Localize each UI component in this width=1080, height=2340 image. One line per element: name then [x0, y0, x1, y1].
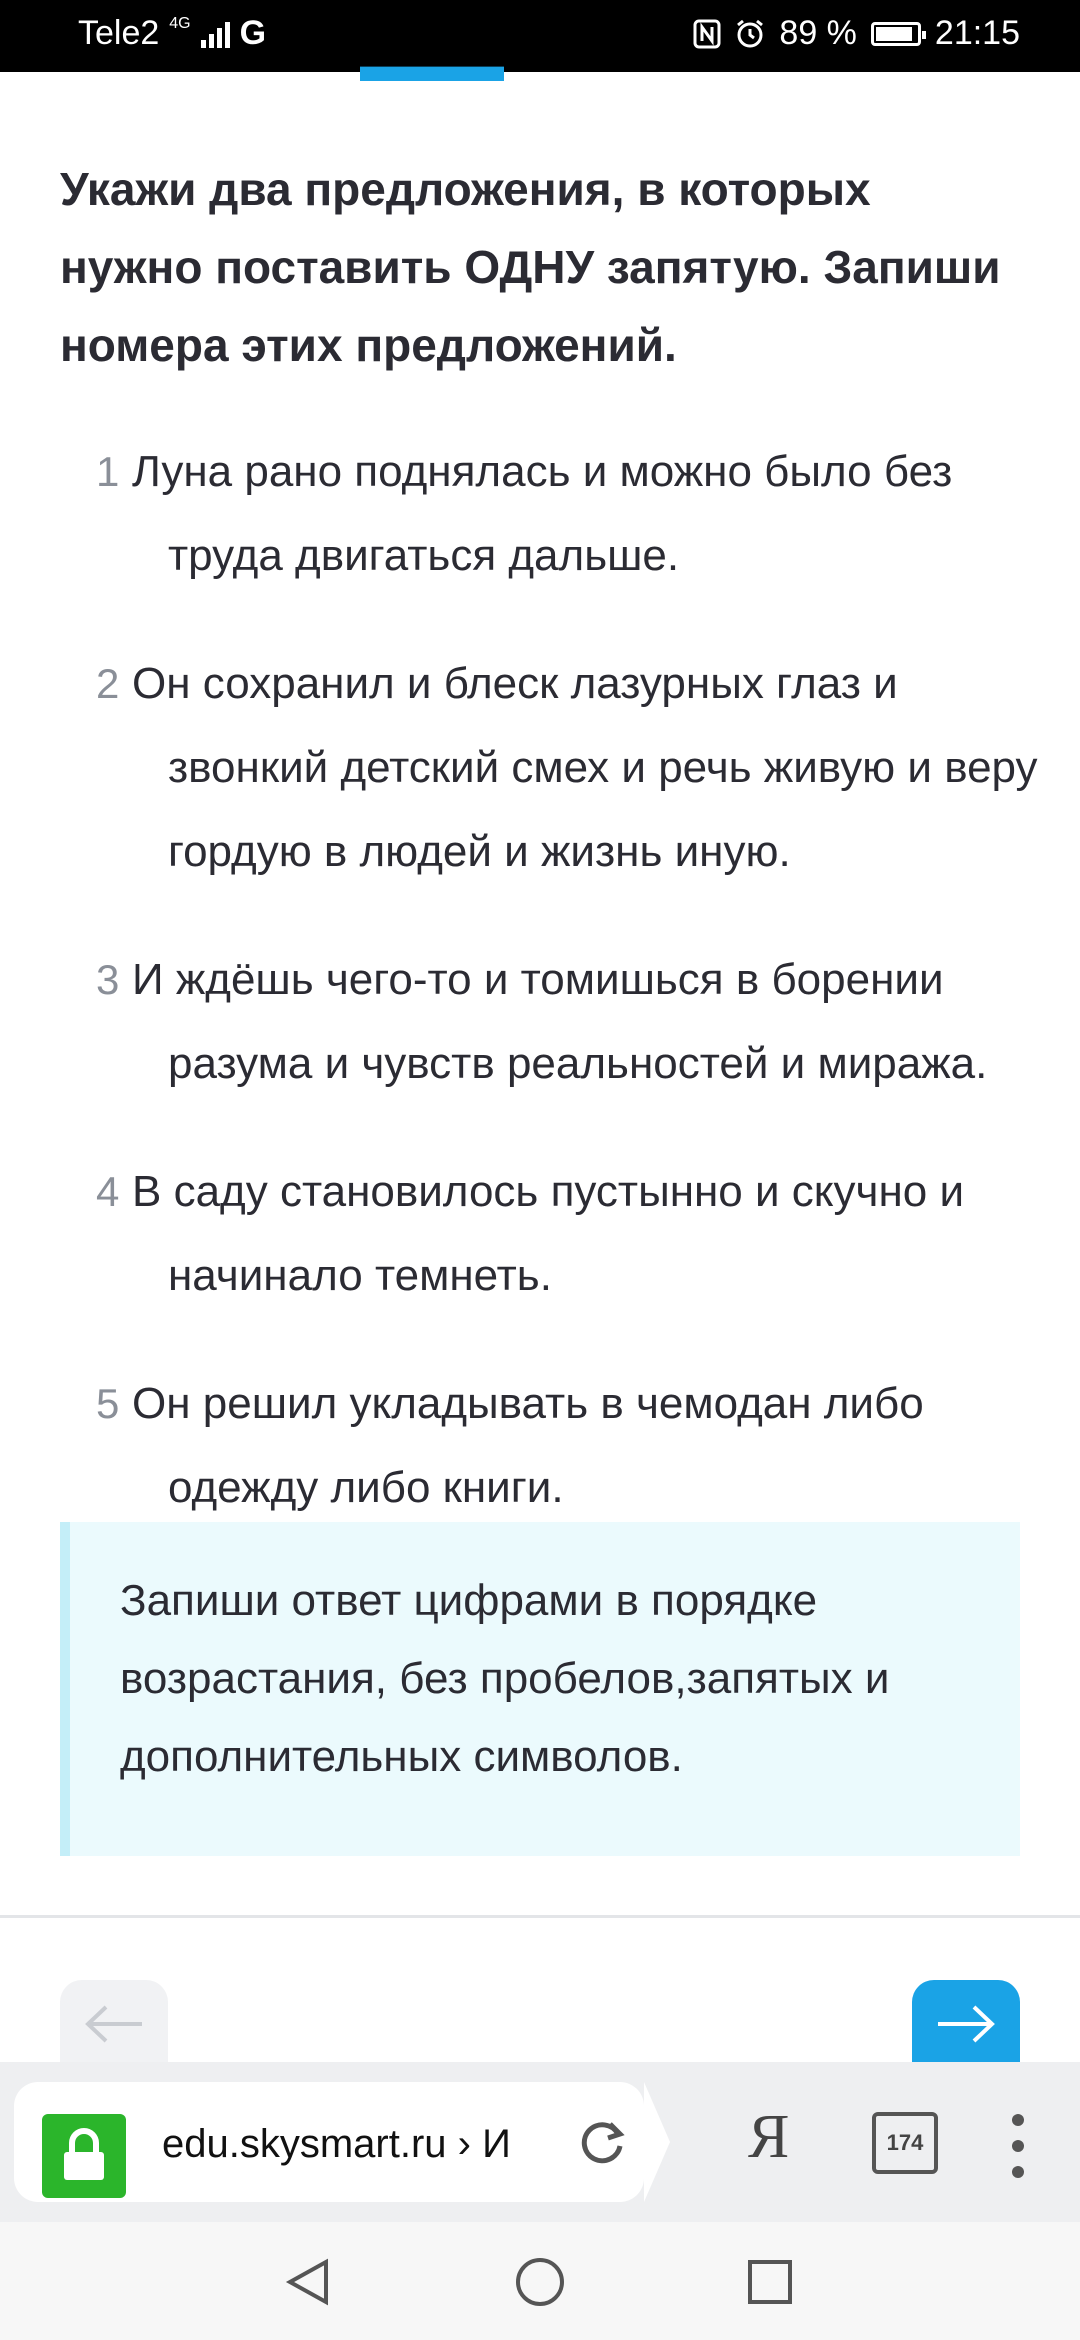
divider	[0, 1915, 1080, 1918]
sentence-number: 1	[96, 448, 120, 495]
arrow-right-icon	[936, 2004, 996, 2044]
arrow-left-icon	[84, 2004, 144, 2044]
reload-icon[interactable]	[574, 2114, 630, 2170]
clock: 21:15	[934, 14, 1020, 52]
sentence-number: 4	[96, 1168, 120, 1215]
back-triangle-icon[interactable]	[282, 2256, 334, 2308]
nfc-icon	[693, 19, 721, 49]
signal-icon	[201, 20, 230, 48]
list-item	[0, 1150, 1080, 1318]
url-text[interactable]: edu.skysmart.ru › И	[162, 2122, 511, 2166]
address-bar[interactable]	[14, 2082, 644, 2202]
tabs-button[interactable]: 174	[872, 2112, 938, 2174]
network-type: G	[239, 14, 267, 52]
task-instruction: Укажи два предложения, в которых нужно поставить ОДНУ запятую. Запиши номера этих предложений.	[60, 163, 1001, 371]
answer-hint-box	[60, 1522, 1020, 1856]
network-badge: 4G	[169, 14, 191, 32]
status-bar	[0, 0, 1080, 72]
list-item	[0, 430, 1080, 598]
lock-icon[interactable]	[42, 2114, 126, 2198]
carrier-label: Tele2	[78, 14, 160, 52]
system-navigation-bar	[0, 2222, 1080, 2340]
battery-icon	[871, 22, 921, 46]
battery-percent: 89 %	[779, 14, 857, 52]
yandex-button[interactable]: Я	[748, 2103, 790, 2171]
sentence-text: Он сохранил и блеск лазурных глаз и звонкий детский смех и речь живую и веру гордую в людей и жизнь иную.	[132, 659, 1038, 876]
sentence-number: 5	[96, 1380, 120, 1427]
sentence-text: Он решил укладывать в чемодан либо одежду либо книги.	[132, 1379, 924, 1512]
sentence-text: Луна рано поднялась и можно было без труда двигаться дальше.	[132, 447, 953, 580]
list-item	[0, 1362, 1080, 1530]
sentence-list	[0, 430, 1080, 1574]
home-circle-icon[interactable]	[514, 2256, 566, 2308]
scrolled-heading-fragment: ▬▬▬	[360, 39, 504, 92]
sentence-number: 2	[96, 660, 120, 707]
recents-square-icon[interactable]	[744, 2256, 796, 2308]
browser-toolbar	[0, 2062, 1080, 2222]
sentence-text: И ждёшь чего-то и томишься в борении разума и чувств реальностей и миража.	[132, 955, 988, 1088]
alarm-icon	[735, 19, 765, 49]
sentence-text: В саду становилось пустынно и скучно и начинало темнеть.	[132, 1167, 965, 1300]
list-item	[0, 642, 1080, 894]
answer-hint-text: Запиши ответ цифрами в порядке возрастания, без пробелов,запятых и дополнительных символов.	[120, 1576, 890, 1781]
sentence-number: 3	[96, 956, 120, 1003]
list-item	[0, 938, 1080, 1106]
menu-dots-icon[interactable]	[1012, 2114, 1024, 2192]
